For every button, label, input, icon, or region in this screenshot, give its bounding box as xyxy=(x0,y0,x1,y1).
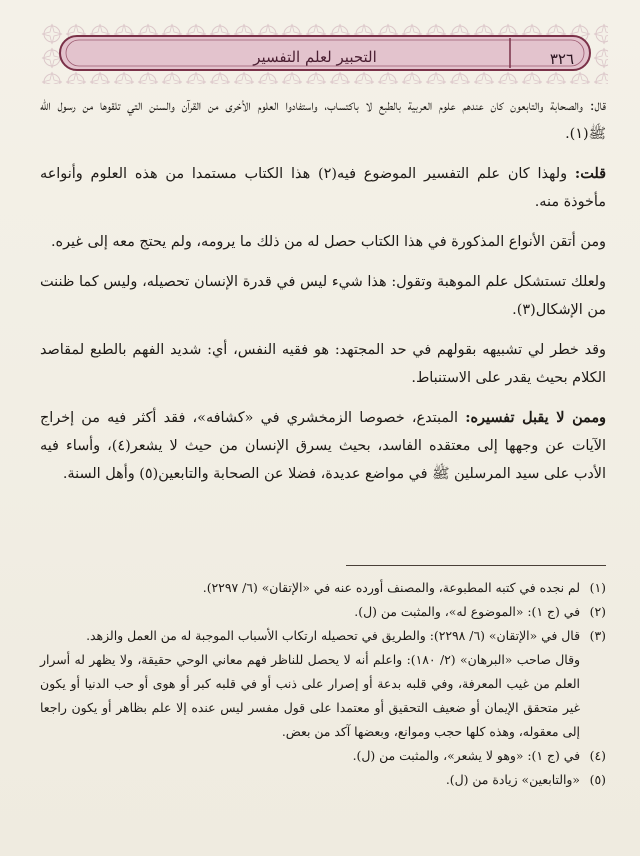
main-text xyxy=(40,92,606,500)
paragraph-5: وقد خطر لي تشبيهه بقولهم في حد المجتهد: هو فقيه النفس، أي: شديد الفهم بالطبع لمقاصد الكلام بحيث يقدر على الاستنباط. xyxy=(40,342,606,386)
footnote-3 xyxy=(40,624,606,648)
footnote-4-text: في (ج ١): «وهو لا يشعر»، والمثبت من (ل). xyxy=(352,748,580,763)
footnote-5-number: (٥) xyxy=(589,772,606,787)
footnote-5-text: «والتابعين» زيادة من (ل). xyxy=(445,772,580,787)
footnote-4-number: (٤) xyxy=(589,748,606,763)
paragraph-6-lead: وممن لا يقبل تفسيره: xyxy=(465,409,606,426)
footnote-2 xyxy=(40,600,606,624)
footnote-2-number: (٢) xyxy=(589,604,606,619)
footnote-1-number: (١) xyxy=(589,580,606,595)
footnote-1 xyxy=(40,576,606,600)
footnote-2-text: في (ج ١): «الموضوع له»، والمثبت من (ل). xyxy=(354,604,580,619)
paragraph-2 xyxy=(40,160,606,216)
paragraph-2-text: ولهذا كان علم التفسير الموضوع فيه(٢) هذا الكتاب مستمدا من هذه العلوم وأنواعه مأخوذة منه. xyxy=(40,166,606,210)
footnote-3-number: (٣) xyxy=(589,628,606,643)
paragraph-6 xyxy=(40,404,606,488)
paragraph-2-lead: قلت: xyxy=(574,165,606,182)
footnote-3-text: قال في «الإتقان» (٦/ ٢٢٩٨): والطريق في تحصيله ارتكاب الأسباب الموجبة له من العمل والزهد. xyxy=(86,628,580,643)
footnote-5 xyxy=(40,768,606,792)
footnotes xyxy=(40,576,606,792)
footnote-4 xyxy=(40,744,606,768)
page-number: ٣٢٦ xyxy=(549,50,574,68)
footnote-separator xyxy=(346,565,606,566)
paragraph-3: ومن أتقن الأنواع المذكورة في هذا الكتاب حصل له من ذلك ما يرومه، ولم يحتج معه إلى غيره. xyxy=(50,234,606,250)
paragraph-4: ولعلك تستشكل علم الموهبة وتقول: هذا شيء ليس في قدرة الإنسان تحصيله، وليس كما ظننت من الإشكال(٣). xyxy=(40,274,606,318)
footnote-3-continuation: وقال صاحب «البرهان» (٢/ ١٨٠): واعلم أنه لا يحصل للناظر فهم معاني الوحي حقيقة، ولا يظهر له أسرار العلم من غيب المعرفة، وفي قلبه بدعة أو إصرار على ذنب أو في قلبه كبر أو هوى أو حب الدنيا أو يكون غير متحقق الإيمان أو ضعيف التحقيق أو معتمدا على قول مفسر ليس عنده إلا علم بظاهر أو يكون راجعا إلى معقوله، وهذه كلها حجب وموانع، وبعضها آكد من بعض. xyxy=(40,652,580,739)
running-title: التحبير لعلم التفسير xyxy=(253,48,377,66)
paragraph-1: قال: والصحابة والتابعون كان عندهم علوم العربية بالطبع لا باكتساب، واستفادوا العلوم الأخرى من القرآن والسنن التي تلقوها من رسول الله ﷺ(١). xyxy=(40,98,606,142)
footnote-1-text: لم نجده في كتبه المطبوعة، والمصنف أورده عنه في «الإتقان» (٦/ ٢٢٩٧). xyxy=(202,580,580,595)
page-header xyxy=(40,22,608,84)
paragraph-6-text: المبتدع، خصوصا الزمخشري في «كشافه»، فقد أكثر فيه من إخراج الآيات عن وجهها إلى معتقده الفاسد، بحيث يسرق الإنسان من حيث لا يشعر(٤)، وأساء فيه الأدب على سيد المرسلين ﷺ في مواضع عديدة، فضلا عن الصحابة والتابعين(٥) وأهل السنة. xyxy=(40,410,606,482)
